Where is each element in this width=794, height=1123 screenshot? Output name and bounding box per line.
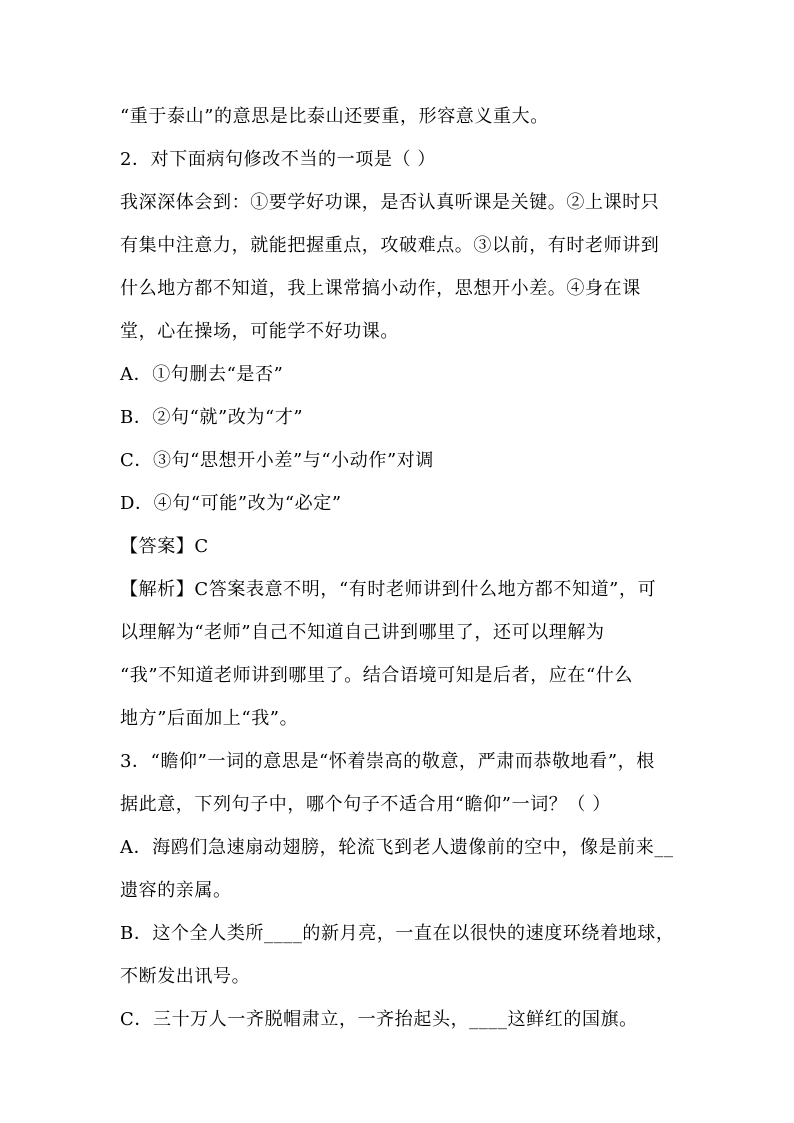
text-line: 堂，心在操场，可能学不好功课。 <box>120 321 399 342</box>
option-c: C．③句“思想开小差”与“小动作”对调 <box>120 450 434 471</box>
text-line: 遗容的亲属。 <box>120 880 232 901</box>
text-line: “重于泰山”的意思是比泰山还要重，形容意义重大。 <box>120 106 549 127</box>
option-b: B．这个全人类所____的新月亮，一直在以很快的速度环绕着地球， <box>120 923 675 944</box>
text-line: 据此意，下列句子中，哪个句子不适合用“瞻仰”一词？（ ） <box>120 794 611 815</box>
text-line: 什么地方都不知道，我上课常搞小动作，思想开小差。④身在课 <box>120 278 641 299</box>
option-d: D．④句“可能”改为“必定” <box>120 493 342 514</box>
option-b: B．②句“就”改为“才” <box>120 407 304 428</box>
text-line: 我深深体会到：①要学好功课，是否认真听课是关键。②上课时只 <box>120 192 660 213</box>
text-line: 不断发出讯号。 <box>120 966 251 987</box>
analysis-line: 【解析】C答案表意不明，“有时老师讲到什么地方都不知道”，可 <box>120 579 657 600</box>
option-c: C．三十万人一齐脱帽肃立，一齐抬起头，____这鲜红的国旗。 <box>120 1009 638 1030</box>
text-line: 有集中注意力，就能把握重点，攻破难点。③以前，有时老师讲到 <box>120 235 660 256</box>
question-3-stem: 3．“瞻仰”一词的意思是“怀着崇高的敬意，严肃而恭敬地看”，根 <box>120 751 655 772</box>
text-line: 地方”后面加上“我”。 <box>120 708 299 729</box>
option-a: A．①句删去“是否” <box>120 364 284 385</box>
text-line: 以理解为“老师”自己不知道自己讲到哪里了，还可以理解为 <box>120 622 605 643</box>
question-2-stem: 2．对下面病句修改不当的一项是（ ） <box>120 149 436 170</box>
option-a: A．海鸥们急速扇动翅膀，轮流飞到老人遗像前的空中，像是前来__ <box>120 837 674 858</box>
answer-line: 【答案】C <box>120 536 209 557</box>
text-line: “我”不知道老师讲到哪里了。结合语境可知是后者，应在“什么 <box>120 665 634 686</box>
